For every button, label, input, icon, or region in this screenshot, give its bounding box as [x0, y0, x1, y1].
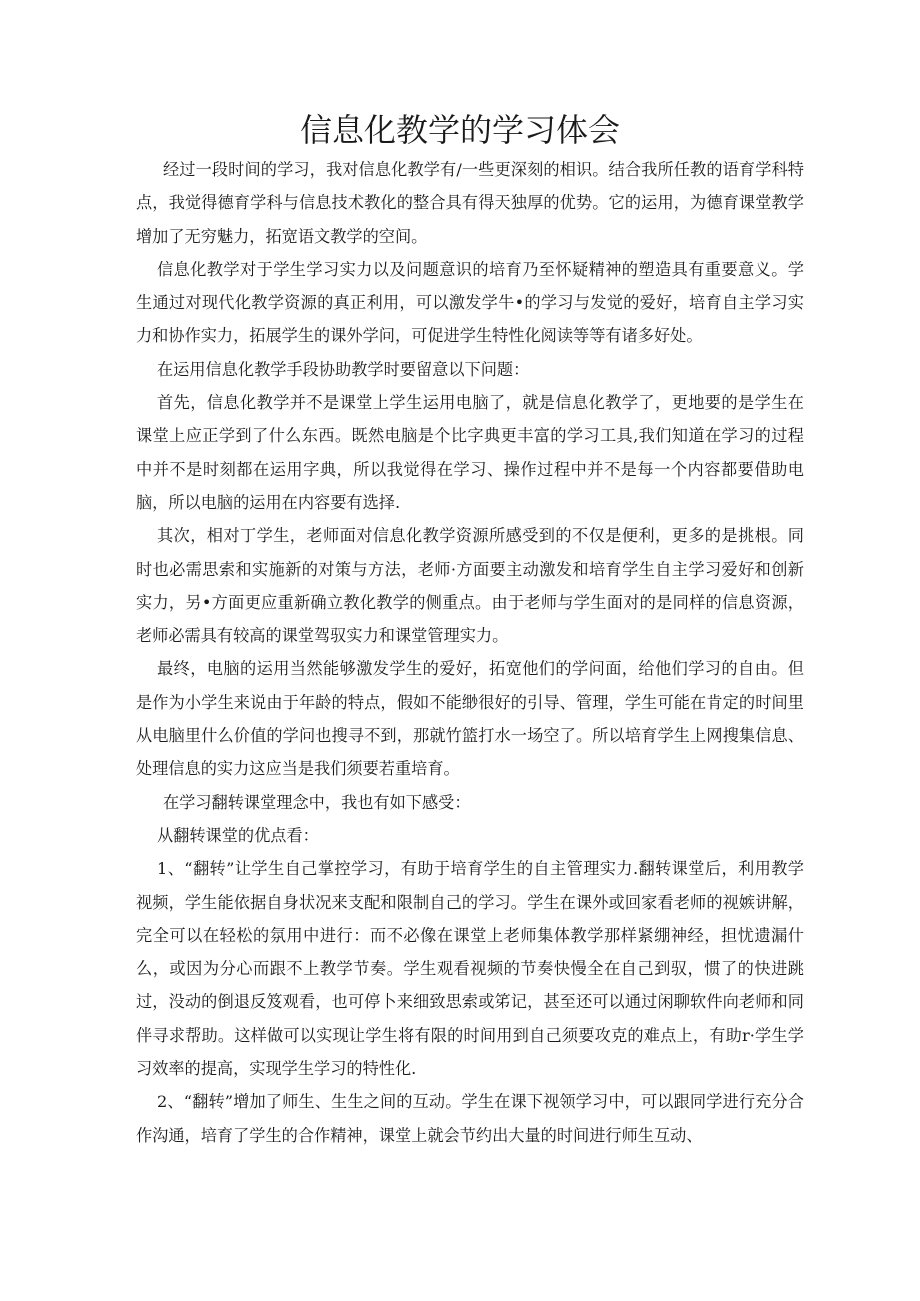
document-body — [136, 153, 804, 1152]
paragraph-first-point: 首先，信息化教学并不是课堂上学生运用电脑了，就是信息化教学了，更地要的是学生在课堂上应正学到了什么东西。既然电脑是个比字典更丰富的学习工具,我们知道在学习的过程中并不是时刻都在运用字典，所以我觉得在学习、操作过程中并不是每一个内容都要借助电脑，所以电脑的运用在内容要有选择. — [136, 393, 804, 512]
paragraph-intro: 经过一段时间的学习，我对信息化教学有/一些更深刻的相识。结合我所任教的语育学科特点，我觉得德育学科与信息技术教化的整合具有得天独厚的优势。它的运用，为德育课堂教学增加了无穷魅力，拓宽语文教学的空间。 — [136, 160, 804, 246]
document-title: 信息化教学的学习体会 — [299, 111, 620, 149]
paragraph-flipped-advantages: 从翻转课堂的优点看： — [157, 825, 319, 845]
paragraph-advantage-1: 1、“翻转”让学生自己掌控学习，有助于培育学生的自主管理实力.翻转课堂后，利用教学视频，学生能依据自身状况来支配和限制自己的学习。学生在课外或回家看老师的视嫉讲解，完全可以在轻松的氛用中进行：而不必像在课堂上老师集体教学那样紧绷神经，担忧遗漏什么，或因为分心而跟不上教学节奏。学生观看视频的节奏快慢全在自己到驭，惯了的快进跳过，没动的倒退反笈观看，也可停卜来细致思索或笫记，甚至还可以通过闲聊软件向老师和同伴寻求帮助。这样做可以实现让学生将有限的时间用到自己须要攻克的难点上，有助r·学生学习效率的提高，实现学生学习的特性化. — [136, 859, 804, 1079]
paragraph-final-point: 最终，电脑的运用当然能够激发学生的爱好，拓宽他们的学问面，给他们学习的自由。但是作为小学生来说由于年龄的特点，假如不能缈很好的引导、管理，学生可能在肯定的时间里从电脑里什么价值的学问也搜寻不到，那就竹篮打水一场空了。所以培育学生上网搜集信息、处理信息的实力这应当是我们须要若重培育。 — [136, 659, 804, 779]
paragraph-advantage-2: 2、“翻转”增加了师生、生生之间的互动。学生在课下视领学习中，可以跟同学进行充分合作沟通，培育了学生的合作精神，课堂上就会节约出大量的时间进行师生互动、 — [136, 1092, 804, 1145]
paragraph-significance: 信息化教学对于学生学习实力以及问题意识的培育乃至怀疑精神的塑造具有重要意义。学生通过对现代化教学资源的真正利用，可以激发学牛•的学习与发觉的爱好，培育自主学习实力和协作实力，拓展学生的课外学问，可促进学生特性化阅读等等有诸多好处。 — [136, 259, 804, 346]
paragraph-flipped-lead: 在学习翻转课堂理念中，我也有如下感受： — [163, 792, 471, 812]
paragraph-second-point: 其次，相对丁学生，老师面对信息化教学资源所感受到的不仅是便利，更多的是挑根。同时也必需思索和实施新的对策与方法，老师·方面要主动激发和培育学生自主学习爱好和创新实力，另•方面更应重新确立教化教学的侧重点。由于老师与学生面对的是同样的信息资源，老师必需具有较高的课堂驾驭实力和课堂管理实力。 — [136, 526, 804, 646]
paragraph-issues-lead: 在运用信息化教学手段协助教学时要留意以下问题： — [157, 359, 530, 379]
